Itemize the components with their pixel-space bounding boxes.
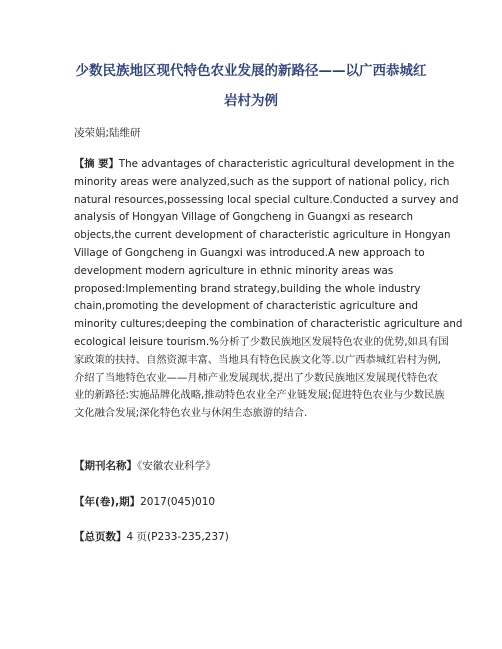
abstract-line: 家政策的扶持、自然资源丰富、当地具有特色民族文化等.以广西恭城红岩村为例, (74, 353, 441, 366)
pages-value: 4 页(P233-235,237) (126, 531, 229, 543)
abstract-line: 业的新路径:实施品牌化战略,推动特色农业全产业链发展;促进特色农业与少数民族 (74, 389, 445, 402)
abstract-line: development modern agriculture in ethnic minority areas was (74, 264, 394, 277)
abstract-text: The advantages of characteristic agricultural development in the (118, 158, 455, 170)
abstract-line: 文化融合发展;深化特色农业与休闲生态旅游的结合. (74, 407, 308, 420)
paper-title-line-1: 少数民族地区现代特色农业发展的新路径——以广西恭城红 (75, 63, 427, 79)
abstract-line: objects,the current development of characteristic agriculture in Hongyan (74, 229, 451, 242)
abstract-line: chain,promoting the development of characteristic agriculture and (74, 300, 419, 313)
abstract (74, 156, 463, 423)
abstract-line: Village of Gongcheng in Guangxi was introduced.A new approach to (74, 246, 425, 259)
journal-value: 《安徽农业科学》 (137, 460, 216, 472)
year-value: 2017(045)010 (140, 496, 216, 508)
abstract-line (74, 156, 455, 174)
abstract-line: ecological leisure tourism.%分析了少数民族地区发展特色农业的优势,如具有国 (74, 335, 449, 348)
abstract-line: analysis of Hongyan Village of Gongcheng in Guangxi as research (74, 211, 413, 224)
total-pages (74, 530, 229, 544)
authors: 凌荣娟;陆维研 (74, 127, 141, 139)
abstract-line: minority cultures;deeping the combination of characteristic agriculture and (74, 318, 463, 331)
paper-title-line-2: 岩村为例 (224, 93, 278, 109)
journal-label: 【期刊名称】 (74, 460, 137, 472)
abstract-line: 介绍了当地特色农业——月柿产业发展现状,提出了少数民族地区发展现代特色农 (74, 371, 438, 384)
journal-name (74, 459, 216, 473)
abstract-line: natural resources,possessing local special culture.Conducted a survey and (74, 193, 459, 206)
pages-label: 【总页数】 (74, 531, 127, 543)
abstract-label: 【摘 要】 (74, 158, 119, 170)
abstract-line: minority areas were analyzed,such as the support of national policy, rich (74, 175, 450, 188)
abstract-line: proposed:Implementing brand strategy,building the whole industry (74, 282, 421, 295)
year-label: 【年(卷),期】 (74, 496, 141, 508)
year-volume-issue (74, 495, 215, 509)
